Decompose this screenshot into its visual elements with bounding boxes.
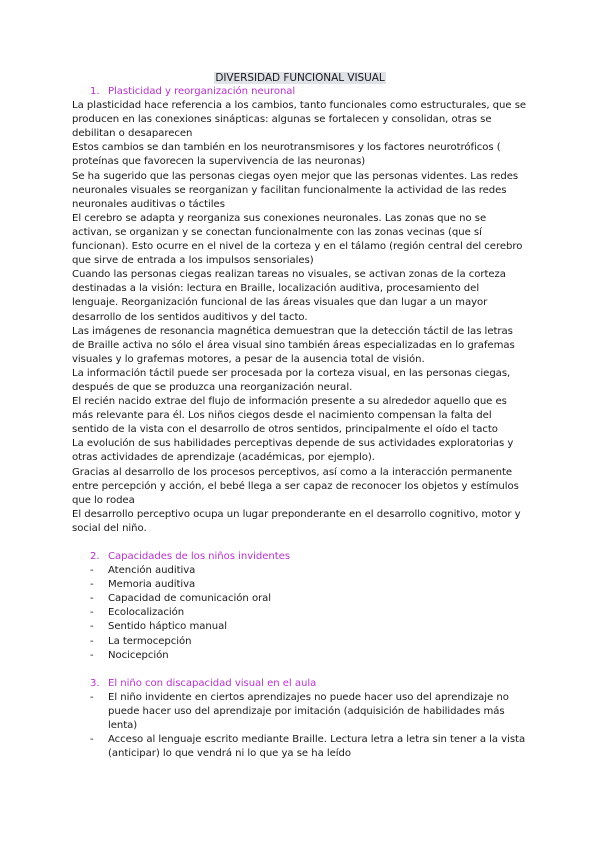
dash-bullet: - [90, 607, 94, 619]
classroom-list [72, 691, 528, 761]
list-item: - El niño invidente en ciertos aprendizajes no puede hacer uso del aprendizaje no puede hacer uso del aprendizaje por imitación (adquisición de habilidades más lenta) [90, 691, 509, 732]
section-3-number: 3. [90, 677, 100, 689]
paragraph: Se ha sugerido que las personas ciegas oyen mejor que las personas videntes. Las redes neuronales visuales se reorganizan y facilitan funcionalmente la actividad de las redes neuronales auditivas o táctiles [72, 170, 519, 210]
paragraph: Gracias al desarrollo de los procesos perceptivos, así como a la interacción permanente entre percepción y acción, el bebé llega a ser capaz de reconocer los objetos y estímulos que lo rodea [72, 466, 519, 506]
list-item: - Ecolocalización [72, 606, 528, 620]
dash-bullet: - [90, 579, 94, 591]
paragraph: Las imágenes de resonancia magnética demuestran que la detección táctil de las letras de Braille activa no sólo el área visual sino también áreas especializadas en lo grafemas visuales y lo grafemas motores, a pesar de la ausencia total de visión. [72, 325, 515, 365]
dash-bullet: - [90, 649, 94, 661]
list-item: - Memoria auditiva [72, 578, 528, 592]
list-item: - Nocicepción [72, 649, 528, 663]
dash-bullet: - [90, 565, 94, 577]
spacer [72, 663, 528, 677]
section-1-heading [72, 85, 528, 99]
paragraph: La información táctil puede ser procesada por la corteza visual, en las personas ciegas, después de que se produzca una reorganización neural. [72, 367, 511, 393]
capacities-list [72, 564, 528, 663]
section-3-title: El niño con discapacidad visual en el aula [108, 677, 317, 689]
paragraph: La plasticidad hace referencia a los cambios, tanto funcionales como estructurales, que se producen en las conexiones sinápticas: algunas se fortalecen y consolidan, otras se debilitan o desaparecen [72, 100, 527, 140]
list-item: - La termocepción [72, 635, 528, 649]
section-2-heading [72, 550, 528, 564]
section-3-heading [72, 677, 528, 691]
section-1-number: 1. [90, 86, 100, 97]
dash-bullet: - [90, 621, 94, 633]
list-item: - Sentido háptico manual [72, 620, 528, 634]
paragraph: El recién nacido extrae del flujo de información presente a su alrededor aquello que es más relevante para él. Los niños ciegos desde el nacimiento compensan la falta del sentido de la vista con el desarrollo de otros sentidos, principalmente el oído el tacto [72, 396, 507, 436]
section-2-number: 2. [90, 551, 100, 562]
document-body [72, 71, 528, 761]
list-item: - Acceso al lenguaje escrito mediante Braille. Lectura letra a letra sin tener a la vista (anticipar) lo que vendrá ni lo que ya se ha leído [90, 734, 526, 760]
list-item: - Atención auditiva [72, 564, 528, 578]
dash-bullet: - [90, 691, 94, 703]
paragraph: El desarrollo perceptivo ocupa un lugar preponderante en el desarrollo cognitivo, motor y social del niño. [72, 508, 521, 534]
list-item: - Capacidad de comunicación oral [72, 592, 528, 606]
spacer [72, 536, 528, 550]
dash-bullet: - [90, 593, 94, 605]
paragraph: Cuando las personas ciegas realizan tareas no visuales, se activan zonas de la corteza destinadas a la visión: lectura en Braille, localización auditiva, procesamiento del lenguaje. Reorganización funcional de las áreas visuales que dan lugar a un mayor desarrollo de los sentidos auditivos y del tacto. [72, 269, 506, 323]
section-2-title: Capacidades de los niños invidentes [108, 551, 291, 562]
paragraph: Estos cambios se dan también en los neurotransmisores y los factores neurotróficos ( proteínas que favorecen la supervivencia de las neuronas) [72, 142, 501, 168]
paragraph: El cerebro se adapta y reorganiza sus conexiones neuronales. Las zonas que no se activan, se organizan y se conectan funcionalmente con las zonas vecinas (que sí funcionan). Esto ocurre en el nivel de la corteza y en el tálamo (región central del cerebro que sirve de entrada a los impulsos sensoriales) [72, 212, 523, 267]
dash-bullet: - [90, 635, 94, 647]
document-title: DIVERSIDAD FUNCIONAL VISUAL [215, 72, 385, 84]
paragraph: La evolución de sus habilidades perceptivas depende de sus actividades exploratorias y otras actividades de aprendizaje (académicas, por ejemplo). [72, 438, 514, 464]
dash-bullet: - [90, 734, 94, 746]
section-1-title: Plasticidad y reorganización neuronal [108, 86, 296, 97]
